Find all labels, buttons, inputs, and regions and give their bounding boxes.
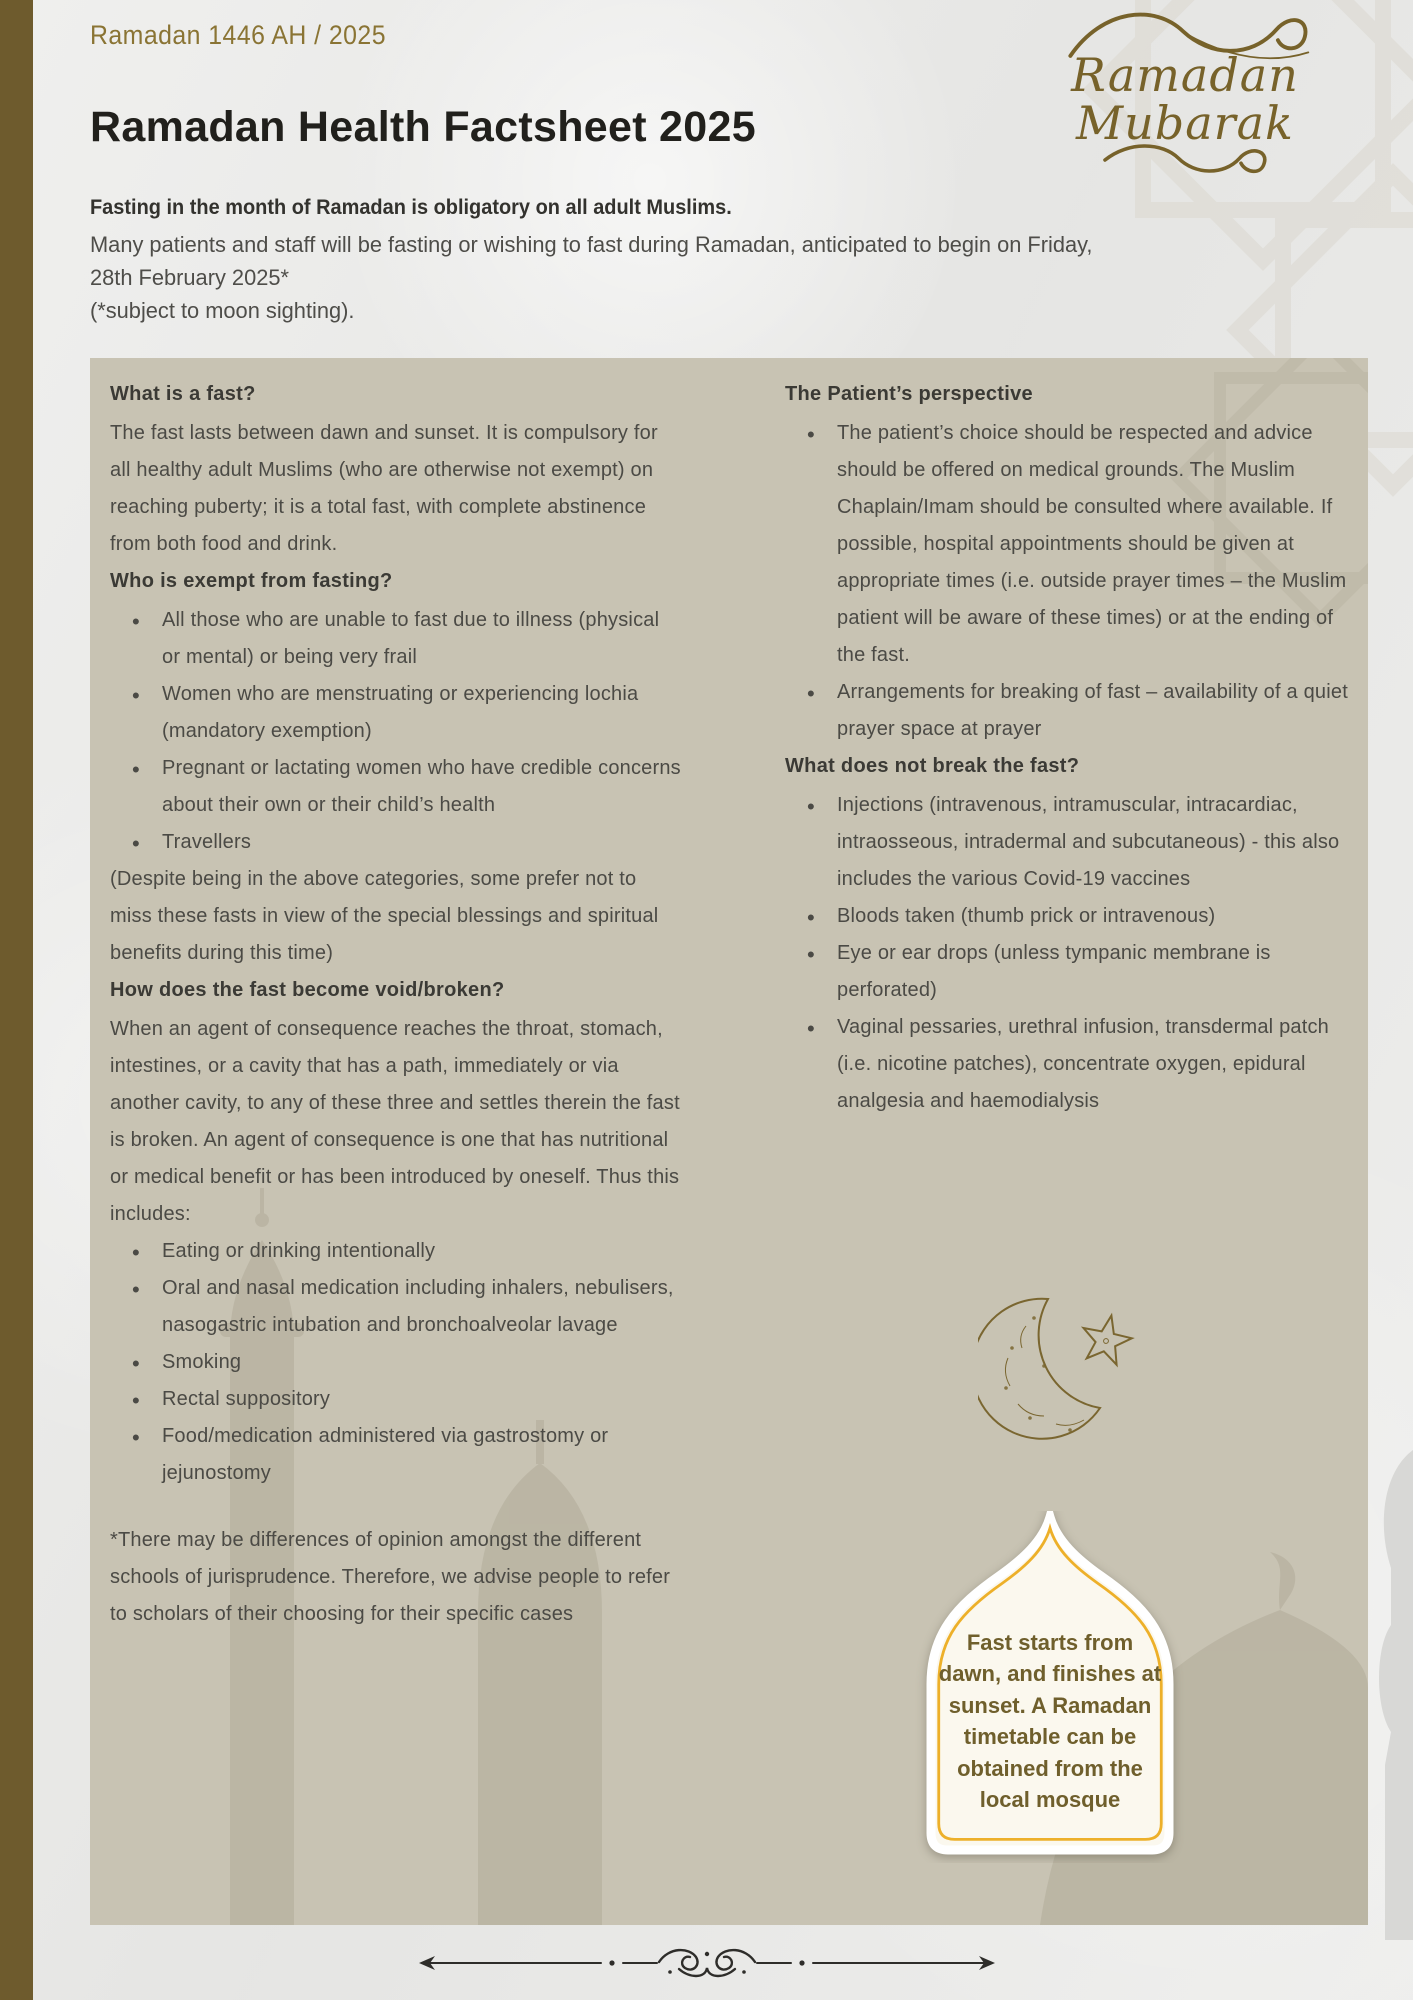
not-break-fast-bullet-list <box>785 787 1357 1120</box>
list-item: • Eating or drinking intentionally <box>130 1233 682 1270</box>
callout-text: Fast starts from dawn, and finishes at sunset. A Ramadan timetable can be obtained from the local mosque <box>938 1630 1162 1813</box>
exempt-note: (Despite being in the above categories, some prefer not to miss these fasts in view of the special blessings and spiritual benefits during this time) <box>110 868 659 964</box>
calligraphy-flourish-bottom-icon <box>1065 144 1305 192</box>
ramadan-mubarak-logo <box>1015 2 1355 192</box>
section-heading-void-broken: How does the fast become void/broken? <box>110 979 505 1001</box>
right-column <box>785 376 1357 1120</box>
list-item: • Smoking <box>130 1344 682 1381</box>
page-title: Ramadan Health Factsheet 2025 <box>90 102 756 151</box>
left-column <box>110 376 682 1633</box>
list-item: • Food/medication administered via gastrostomy or jejunostomy <box>130 1418 682 1492</box>
intro-paragraph <box>90 228 1118 327</box>
list-item: • Pregnant or lactating women who have credible concerns about their own or their child’s health <box>130 750 682 824</box>
document-edition-label: Ramadan 1446 AH / 2025 <box>90 20 386 50</box>
jurisprudence-footnote: *There may be differences of opinion amongst the different schools of jurisprudence. Therefore, we advise people to refer to scholars of their choosing for their specific cases <box>110 1529 671 1625</box>
list-item: • Bloods taken (thumb prick or intravenous) <box>805 898 1357 935</box>
logo-word-mubarak: Mubarak <box>1076 95 1294 150</box>
list-item: • Oral and nasal medication including inhalers, nebulisers, nasogastric intubation and bronchoalveolar lavage <box>130 1270 682 1344</box>
list-item: • Women who are menstruating or experiencing lochia (mandatory exemption) <box>130 676 682 750</box>
list-item: • Rectal suppository <box>130 1381 682 1418</box>
section-heading-exempt: Who is exempt from fasting? <box>110 570 393 592</box>
list-item: • Travellers <box>130 824 682 861</box>
exempt-bullet-list <box>110 602 682 861</box>
crescent-moon-and-star-icon <box>978 1296 1153 1461</box>
ramadan-timetable-callout <box>910 1511 1190 1863</box>
patient-perspective-bullet-list <box>785 415 1357 748</box>
page-accent-bar <box>0 0 33 2000</box>
logo-word-ramadan: Ramadan <box>1071 48 1299 102</box>
list-item: • All those who are unable to fast due to illness (physical or mental) or being very frail <box>130 602 682 676</box>
intro-line-1: Many patients and staff will be fasting or wishing to fast during Ramadan, anticipated to begin on Friday, 28th February 2025* <box>90 232 1093 291</box>
intro-line-2: (*subject to moon sighting). <box>90 298 355 324</box>
intro-statement-bold: Fasting in the month of Ramadan is obligatory on all adult Muslims. <box>90 196 732 219</box>
edge-mosque-silhouette <box>1363 1440 1413 1950</box>
list-item: • Eye or ear drops (unless tympanic membrane is perforated) <box>805 935 1357 1009</box>
void-broken-bullet-list <box>110 1233 682 1492</box>
list-item: • Vaginal pessaries, urethral infusion, transdermal patch (i.e. nicotine patches), concentrate oxygen, epidural analgesia and haemodialysis <box>805 1009 1357 1120</box>
list-item: • The patient’s choice should be respected and advice should be offered on medical grounds. The Muslim Chaplain/Imam should be consulted where available. If possible, hospital appointments should be given at appropriate times (i.e. outside prayer times – the Muslim patient will be aware of these times) or at the ending of the fast. <box>805 415 1357 674</box>
what-is-a-fast-text: The fast lasts between dawn and sunset. It is compulsory for all healthy adult Muslims (who are otherwise not exempt) on reaching puberty; it is a total fast, with complete abstinence from both food and drink. <box>110 422 658 555</box>
section-heading-not-break-fast: What does not break the fast? <box>785 755 1080 777</box>
content-panel <box>90 358 1368 1925</box>
void-broken-text: When an agent of consequence reaches the throat, stomach, intestines, or a cavity that has a path, immediately or via another cavity, to any of these three and settles therein the fast is broken. An agent of consequence is one that has nutritional or medical benefit or has been introduced by oneself. Thus this includes: <box>110 1018 680 1225</box>
section-heading-patient-perspective: The Patient’s perspective <box>785 383 1033 405</box>
list-item: • Injections (intravenous, intramuscular, intracardiac, intraosseous, intradermal and subcutaneous) - this also includes the various Covid-19 vaccines <box>805 787 1357 898</box>
list-item: • Arrangements for breaking of fast – availability of a quiet prayer space at prayer <box>805 674 1357 748</box>
section-heading-what-is-a-fast: What is a fast? <box>110 383 256 405</box>
scroll-divider-ornament-icon <box>417 1945 997 1981</box>
